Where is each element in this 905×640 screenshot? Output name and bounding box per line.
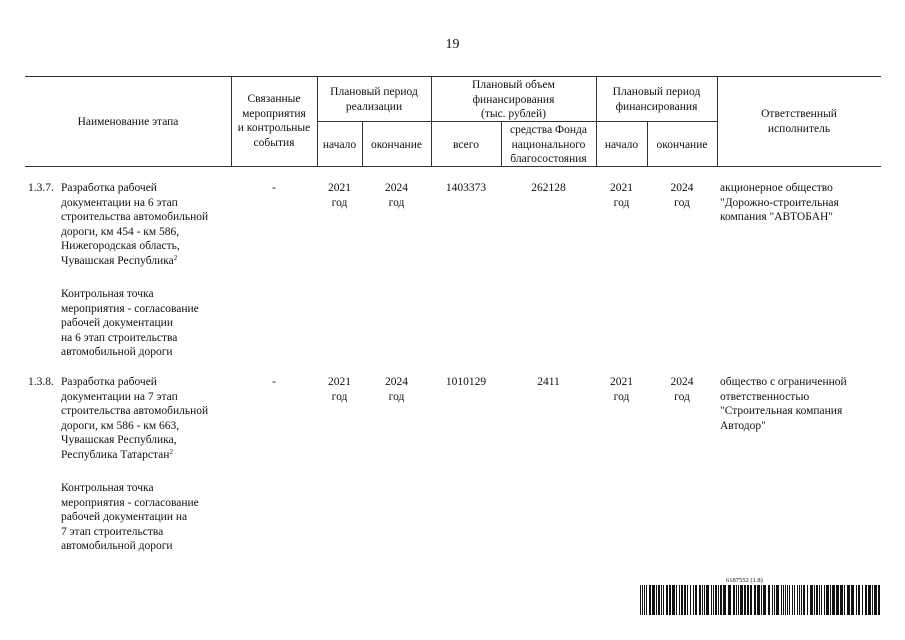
control-point: Контрольная точка мероприятия - согласование рабочей документации на 7 этап строительства автомобильной дороги: [61, 482, 199, 552]
barcode-bar: [693, 585, 694, 615]
fin-end-value: 2024 год: [670, 376, 694, 403]
barcode-bar: [704, 585, 705, 615]
barcode-bar: [774, 585, 775, 615]
barcode-bar: [640, 585, 641, 615]
header-funding-period: Плановый период финансирования: [612, 86, 701, 113]
header-related-events: Связанные мероприятия и контрольные события: [237, 93, 311, 149]
barcode-bar: [754, 585, 756, 615]
barcode-bar: [776, 585, 779, 615]
barcode-bar: [713, 585, 714, 615]
end-value: 2024 год: [385, 376, 408, 403]
barcode-bar: [666, 585, 668, 615]
start-value: 2021 год: [328, 182, 351, 209]
barcode-bar: [646, 585, 647, 615]
related-events-value: -: [272, 376, 276, 388]
barcode-bar: [816, 585, 818, 615]
barcode-bar: [652, 585, 655, 615]
barcode-bar: [792, 585, 793, 615]
barcode-bar: [711, 585, 712, 615]
barcode-bar: [797, 585, 798, 615]
row-number: 1.3.8.: [28, 376, 54, 388]
barcode-bar: [814, 585, 815, 615]
header-stage-name: Наименование этапа: [77, 116, 179, 128]
barcode-bar: [684, 585, 686, 615]
barcode-bar: [661, 585, 662, 615]
barcode-bar: [783, 585, 784, 615]
barcode-bar: [768, 585, 770, 615]
fund-value: 262128: [531, 182, 566, 194]
barcode-bar: [801, 585, 802, 615]
table-top-rule: [25, 76, 881, 77]
barcode-bar: [847, 585, 850, 615]
header-fin-start: начало: [604, 139, 639, 151]
header-start: начало: [322, 139, 357, 151]
header-bottom-rule: [25, 166, 881, 167]
page-number: 19: [445, 37, 460, 52]
barcode-bar: [761, 585, 762, 615]
total-value: 1403373: [445, 182, 487, 194]
barcode-bar: [723, 585, 726, 615]
header-executor: Ответственный исполнитель: [761, 108, 837, 135]
barcode-bar: [840, 585, 843, 615]
barcode-bar: [819, 585, 820, 615]
header-fund: средства Фонда национального благосостояния: [510, 124, 587, 165]
barcode-bar: [878, 585, 880, 615]
barcode-bar: [649, 585, 651, 615]
barcode-bar: [695, 585, 697, 615]
barcode-bar: [736, 585, 737, 615]
header-subrule-period: [317, 121, 431, 122]
fin-start-value: 2021 год: [610, 182, 633, 209]
footnote-marker: 2: [173, 253, 178, 262]
executor-value: общество с ограниченной ответственностью "Строительная компания Автодор": [720, 376, 847, 432]
stage-name: [61, 375, 233, 462]
barcode-bar: [740, 585, 743, 615]
fin-start-value: 2021 год: [610, 376, 633, 403]
barcode-bar: [824, 585, 825, 615]
header-funding-volume: Плановый объем финансирования (тыс. рублей): [472, 79, 555, 120]
end-value: 2024 год: [385, 182, 408, 209]
start-value: 2021 год: [328, 376, 351, 403]
barcode-bar: [872, 585, 873, 615]
barcode-bar: [706, 585, 709, 615]
control-point: Контрольная точка мероприятия - согласование рабочей документации на 6 этап строительства автомобильной дороги: [61, 288, 199, 358]
barcode-bar: [803, 585, 805, 615]
barcode-bar: [836, 585, 839, 615]
barcode-bar: [728, 585, 731, 615]
barcode-bar: [794, 585, 795, 615]
header-planned-period: Плановый период реализации: [330, 86, 418, 113]
barcode-bar: [720, 585, 722, 615]
barcode-bar: [826, 585, 829, 615]
stage-name-text: Разработка рабочей документации на 7 этап строительства автомобильной дороги, км 586 - км 663, Чувашская Республика, Республика Татарстан: [61, 376, 209, 461]
fund-value: 2411: [537, 376, 560, 388]
barcode-bar: [669, 585, 671, 615]
barcode-bar: [874, 585, 877, 615]
barcode-bar: [663, 585, 664, 615]
barcode-bar: [718, 585, 719, 615]
barcode-bar: [787, 585, 788, 615]
barcode-bar: [851, 585, 854, 615]
barcode-bar: [733, 585, 735, 615]
row-number: 1.3.7.: [28, 182, 54, 194]
barcode-label: 6187552 (1.8): [726, 577, 763, 584]
barcode-bar: [738, 585, 739, 615]
barcode-bar: [763, 585, 766, 615]
barcode-bar: [865, 585, 867, 615]
barcode-bar: [690, 585, 691, 615]
barcode-bar: [744, 585, 746, 615]
barcode-bar: [868, 585, 871, 615]
barcode-bar: [856, 585, 857, 615]
header-end: окончание: [371, 139, 422, 151]
header-fin-end: окончание: [656, 139, 708, 151]
barcode-bar: [658, 585, 660, 615]
header-subrule-fin-period: [596, 121, 717, 122]
header-total: всего: [453, 139, 479, 151]
barcode-bar: [656, 585, 657, 615]
barcode-bar: [757, 585, 760, 615]
barcode-bar: [810, 585, 813, 615]
barcode-bar: [772, 585, 773, 615]
total-value: 1010129: [445, 376, 487, 388]
barcode-bar: [799, 585, 800, 615]
barcode-bar: [715, 585, 717, 615]
barcode-bar: [789, 585, 790, 615]
barcode-bar: [702, 585, 703, 615]
barcode-bar: [644, 585, 645, 615]
barcode-bar: [642, 585, 643, 615]
barcode-bar: [681, 585, 683, 615]
barcode-bar: [747, 585, 749, 615]
barcode-bar: [807, 585, 808, 615]
barcode-bar: [699, 585, 701, 615]
executor-value: акционерное общество "Дорожно-строительная компания "АВТОБАН": [720, 182, 839, 223]
barcode-bar: [750, 585, 752, 615]
barcode-image: [640, 585, 881, 615]
barcode-bar: [862, 585, 863, 615]
footnote-marker: 2: [169, 447, 173, 456]
barcode-bar: [785, 585, 786, 615]
barcode-bar: [832, 585, 835, 615]
stage-name: [61, 181, 233, 268]
barcode-bar: [672, 585, 675, 615]
related-events-value: -: [272, 182, 276, 194]
fin-end-value: 2024 год: [670, 182, 694, 209]
barcode-bar: [687, 585, 688, 615]
barcode-bar: [676, 585, 677, 615]
barcode-bar: [781, 585, 782, 615]
barcode-bar: [821, 585, 822, 615]
barcode-bar: [844, 585, 845, 615]
barcode-bar: [679, 585, 680, 615]
barcode-bar: [858, 585, 860, 615]
barcode-bar: [830, 585, 831, 615]
stage-name-text: Разработка рабочей документации на 6 этап строительства автомобильной дороги, км 454 - км 586, Нижегородская область, Чувашская Республика: [61, 182, 209, 267]
